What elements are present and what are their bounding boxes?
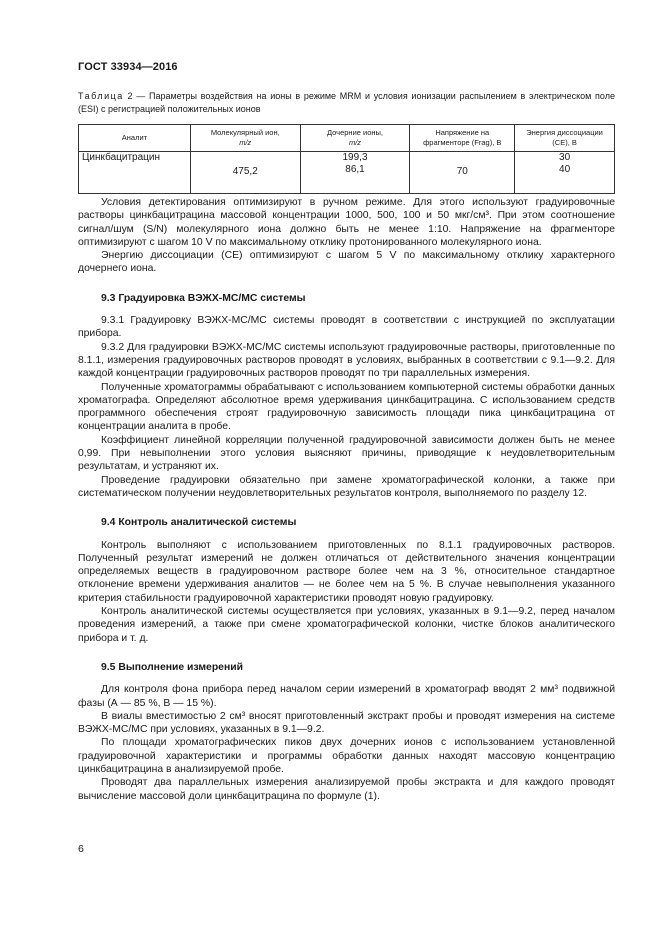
cell-daughter-ions: 199,3 86,1 bbox=[300, 152, 410, 194]
cell-analyte: Цинкбацитрацин bbox=[79, 152, 191, 194]
col-energy: Энергия диссоциации (CE), В bbox=[515, 125, 615, 152]
paragraph: Проведение градуировки обязательно при замене хроматографической колонки, а также при систематическом получении неудовлетворительных результатов контроля, выполняемого по разделу 12. bbox=[78, 474, 615, 499]
section-heading-9-4: 9.4 Контроль аналитической системы bbox=[101, 517, 297, 529]
table-caption-text: 2 — Параметры воздействия на ионы в режиме MRM и условия ионизации распылением в электрическом поле (ESI) с регистрацией положительных ионов bbox=[78, 91, 615, 114]
cell-energy: 30 40 bbox=[515, 152, 615, 194]
paragraph: Энергию диссоциации (CE) оптимизируют с шагом 5 V по максимальному отклику характерного дочернего иона. bbox=[78, 250, 615, 275]
section-heading-9-5: 9.5 Выполнение измерений bbox=[101, 661, 243, 673]
paragraph: Контроль выполняют с использованием приготовленных по 8.1.1 градуировочных растворов. Полученный результат измерений не должен отличаться от действительного значения концентрации определяемых веществ в градуировочном растворе более чем на 3 %, относительное стандартное отклонение времени удерживания аналитов — не более чем на 5 %. В случае невыполнения указанного критерия стабильности градуировочной характеристики проводят новую градуировку. bbox=[78, 539, 615, 604]
body-text bbox=[78, 196, 615, 803]
paragraph: По площади хроматографических пиков двух дочерних ионов с использованием установленной градуировочной характеристики и программы обработки данных находят массовую концентрацию цинкбацитрацина в анализируемой пробе. bbox=[78, 737, 615, 775]
paragraph: Для контроля фона прибора перед началом серии измерений в хроматограф вводят 2 мм³ подвижной фазы (А — 85 %, В — 15 %). bbox=[78, 684, 615, 709]
page-number: 6 bbox=[78, 843, 84, 855]
col-voltage: Напряжение на фрагменторе (Frag), В bbox=[410, 125, 515, 152]
col-daughter-ions: Дочерние ионы, m/z bbox=[300, 125, 410, 152]
paragraph: Полученные хроматограммы обрабатывают с использованием компьютерной системы обработки данных хроматографа. Определяют абсолютное время удерживания цинкбацитрацина. С использованием средств программного обеспечения строят градуировочную зависимость площади пика цинкбацитрацина от концентрации аналита в пробе. bbox=[78, 381, 615, 433]
table-caption bbox=[78, 90, 615, 115]
paragraph: Проводят два параллельных измерения анализируемой пробы экстракта и для каждого проводят вычисление массовой доли цинкбацитрацина по формуле (1). bbox=[78, 777, 615, 802]
paragraph: Контроль аналитической системы осуществляется при условиях, указанных в 9.1—9.2, перед началом проведения измерений, а также при смене хроматографической колонки, чистке блоков аналитического прибора и т. д. bbox=[78, 606, 615, 644]
table-caption-label: Таблица bbox=[78, 91, 124, 101]
paragraph: 9.3.1 Градуировку ВЭЖХ-МС/МС системы проводят в соответствии с инструкцией по эксплуатации прибора. bbox=[78, 315, 615, 340]
paragraph: В виалы вместимостью 2 см³ вносят приготовленный экстракт пробы и проводят измерения на системе ВЭЖХ-МС/МС при условиях, указанных в 9.1—9.2. bbox=[78, 710, 615, 736]
col-molecular-ion: Молекулярный ион, m/z bbox=[190, 125, 300, 152]
cell-molecular-ion: 475,2 bbox=[190, 152, 300, 194]
table-header-row bbox=[79, 125, 615, 152]
paragraph: 9.3.2 Для градуировки ВЭЖХ-МС/МС системы используют градуировочные растворы, приготовленные по 8.1.1, измерения градуировочных растворов проводят в условиях, выбранных в соответствии с 9.1—9.2. Для каждой концентрации градуировочных растворов проводят по три параллельных измерения. bbox=[78, 341, 615, 380]
standard-header: ГОСТ 33934—2016 bbox=[78, 61, 178, 73]
col-analyte: Аналит bbox=[79, 125, 191, 152]
cell-voltage: 70 bbox=[410, 152, 515, 194]
paragraph: Коэффициент линейной корреляции полученной градуировочной зависимости должен быть не менее 0,99. При невыполнении этого условия выясняют причины, приводящие к неудовлетворительным результатам, и устраняют их. bbox=[78, 434, 615, 473]
table-row bbox=[79, 152, 615, 194]
paragraph: Условия детектирования оптимизируют в ручном режиме. Для этого используют градуировочные растворы цинкбацитрацина массовой концентрации 1000, 500, 100 и 50 мкг/см³. При этом соотношение сигнал/шум (S/N) молекулярного иона должно быть не менее 1:10. Напряжение на фрагменторе оптимизируют с шагом 10 V по максимальному отклику протонированного молекулярного иона. bbox=[78, 197, 615, 248]
section-heading-9-3: 9.3 Градуировка ВЭЖХ-МС/МС системы bbox=[101, 292, 306, 304]
parameters-table bbox=[78, 124, 615, 194]
